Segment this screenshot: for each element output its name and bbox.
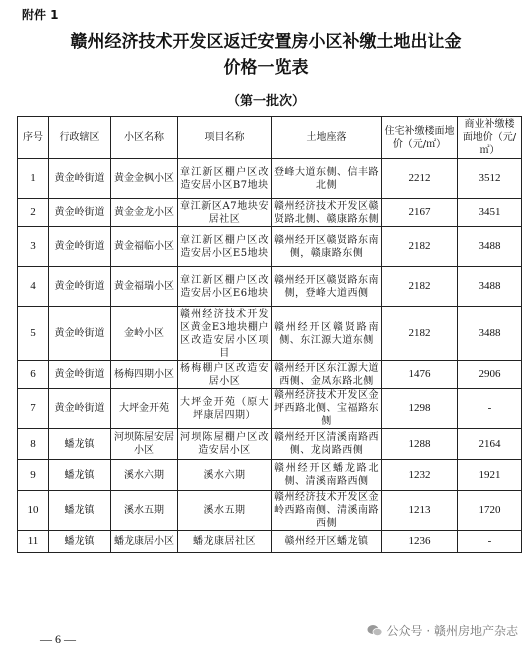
cell-community: 金岭小区 bbox=[111, 307, 178, 361]
table-row bbox=[18, 361, 522, 389]
cell-project: 章江新区A7地块安居社区 bbox=[178, 199, 272, 227]
table-header-row bbox=[18, 117, 522, 159]
attachment-label: 附件 1 bbox=[22, 8, 59, 22]
cell-district: 黄金岭街道 bbox=[49, 159, 111, 199]
header-commercial-price: 商业补缴楼面地价（元/㎡） bbox=[458, 117, 522, 159]
table-row bbox=[18, 531, 522, 553]
header-district: 行政辖区 bbox=[49, 117, 111, 159]
cell-project: 章江新区棚户区改造安居小区E6地块 bbox=[178, 267, 272, 307]
table-row bbox=[18, 267, 522, 307]
cell-residential-price: 1298 bbox=[382, 389, 458, 429]
cell-project: 章江新区棚户区改造安居小区E5地块 bbox=[178, 227, 272, 267]
cell-community: 蟠龙康居小区 bbox=[111, 531, 178, 553]
cell-commercial-price: 3488 bbox=[458, 227, 522, 267]
cell-seq: 8 bbox=[18, 429, 49, 460]
cell-project: 溪水六期 bbox=[178, 460, 272, 491]
cell-residential-price: 2167 bbox=[382, 199, 458, 227]
cell-seq: 3 bbox=[18, 227, 49, 267]
cell-commercial-price: 3512 bbox=[458, 159, 522, 199]
cell-residential-price: 1236 bbox=[382, 531, 458, 553]
cell-district: 黄金岭街道 bbox=[49, 267, 111, 307]
cell-community: 黄金福临小区 bbox=[111, 227, 178, 267]
header-location: 土地座落 bbox=[272, 117, 382, 159]
cell-seq: 1 bbox=[18, 159, 49, 199]
cell-commercial-price: 3451 bbox=[458, 199, 522, 227]
cell-residential-price: 2182 bbox=[382, 227, 458, 267]
cell-location: 赣州经济技术开发区金坪西路北侧、宝福路东侧 bbox=[272, 389, 382, 429]
cell-project: 大坪金开苑（原大坪康居四期） bbox=[178, 389, 272, 429]
cell-commercial-price: 3488 bbox=[458, 307, 522, 361]
header-community: 小区名称 bbox=[111, 117, 178, 159]
cell-district: 蟠龙镇 bbox=[49, 491, 111, 531]
header-residential-price: 住宅补缴楼面地价（元/㎡） bbox=[382, 117, 458, 159]
cell-seq: 2 bbox=[18, 199, 49, 227]
price-table bbox=[17, 116, 522, 553]
cell-location: 赣州经开区赣贤路南侧、东江源大道东侧 bbox=[272, 307, 382, 361]
table-row bbox=[18, 460, 522, 491]
table-row bbox=[18, 491, 522, 531]
table-row bbox=[18, 389, 522, 429]
cell-district: 黄金岭街道 bbox=[49, 389, 111, 429]
page-number: — 6 — bbox=[40, 632, 76, 646]
cell-community: 黄金金枫小区 bbox=[111, 159, 178, 199]
cell-commercial-price: 2164 bbox=[458, 429, 522, 460]
cell-district: 黄金岭街道 bbox=[49, 227, 111, 267]
table-row bbox=[18, 307, 522, 361]
cell-seq: 4 bbox=[18, 267, 49, 307]
batch-label: （第一批次） bbox=[226, 94, 305, 109]
document-title-line2: 价格一览表 bbox=[223, 58, 309, 78]
watermark bbox=[367, 622, 518, 639]
cell-community: 河坝陈屋安居小区 bbox=[111, 429, 178, 460]
cell-district: 蟠龙镇 bbox=[49, 460, 111, 491]
cell-commercial-price: 1921 bbox=[458, 460, 522, 491]
cell-community: 溪水六期 bbox=[111, 460, 178, 491]
cell-community: 大坪金开苑 bbox=[111, 389, 178, 429]
cell-commercial-price: 2906 bbox=[458, 361, 522, 389]
cell-location: 赣州经开区蟠龙路北侧、清溪南路西侧 bbox=[272, 460, 382, 491]
table-row bbox=[18, 429, 522, 460]
table-row bbox=[18, 227, 522, 267]
cell-residential-price: 1476 bbox=[382, 361, 458, 389]
cell-residential-price: 1213 bbox=[382, 491, 458, 531]
cell-commercial-price: - bbox=[458, 531, 522, 553]
cell-seq: 7 bbox=[18, 389, 49, 429]
header-project: 项目名称 bbox=[178, 117, 272, 159]
cell-project: 河坝陈屋棚户区改造安居小区 bbox=[178, 429, 272, 460]
table-row bbox=[18, 159, 522, 199]
cell-location: 赣州经济技术开发区赣贤路北侧、赣康路东侧 bbox=[272, 199, 382, 227]
cell-location: 赣州经开区赣贤路东南侧，登峰大道西侧 bbox=[272, 267, 382, 307]
cell-residential-price: 1288 bbox=[382, 429, 458, 460]
cell-community: 黄金金龙小区 bbox=[111, 199, 178, 227]
cell-district: 黄金岭街道 bbox=[49, 199, 111, 227]
cell-location: 赣州经开区蟠龙镇 bbox=[272, 531, 382, 553]
cell-project: 赣州经济技术开发区黄金E3地块棚户区改造安居小区项目 bbox=[178, 307, 272, 361]
cell-community: 溪水五期 bbox=[111, 491, 178, 531]
wechat-icon bbox=[367, 624, 383, 637]
cell-community: 黄金福瑞小区 bbox=[111, 267, 178, 307]
cell-location: 赣州经开区清溪南路西侧、龙岗路西侧 bbox=[272, 429, 382, 460]
cell-community: 杨梅四期小区 bbox=[111, 361, 178, 389]
cell-seq: 5 bbox=[18, 307, 49, 361]
cell-district: 黄金岭街道 bbox=[49, 361, 111, 389]
cell-district: 黄金岭街道 bbox=[49, 307, 111, 361]
cell-commercial-price: - bbox=[458, 389, 522, 429]
cell-location: 赣州经开区赣贤路东南侧，赣康路东侧 bbox=[272, 227, 382, 267]
cell-residential-price: 2182 bbox=[382, 307, 458, 361]
header-seq: 序号 bbox=[18, 117, 49, 159]
cell-location: 登峰大道东侧、信丰路北侧 bbox=[272, 159, 382, 199]
cell-project: 蟠龙康居社区 bbox=[178, 531, 272, 553]
cell-project: 章江新区棚户区改造安居小区B7地块 bbox=[178, 159, 272, 199]
cell-commercial-price: 1720 bbox=[458, 491, 522, 531]
cell-residential-price: 2182 bbox=[382, 267, 458, 307]
cell-seq: 9 bbox=[18, 460, 49, 491]
table-row bbox=[18, 199, 522, 227]
document-title: 赣州经济技术开发区返迁安置房小区补缴土地出让金 bbox=[70, 32, 462, 52]
cell-seq: 6 bbox=[18, 361, 49, 389]
watermark-text: 公众号 · 赣州房地产杂志 bbox=[386, 624, 518, 638]
cell-seq: 10 bbox=[18, 491, 49, 531]
cell-project: 溪水五期 bbox=[178, 491, 272, 531]
cell-location: 赣州经济技术开发区金岭西路南侧、清溪南路西侧 bbox=[272, 491, 382, 531]
cell-commercial-price: 3488 bbox=[458, 267, 522, 307]
cell-residential-price: 2212 bbox=[382, 159, 458, 199]
cell-project: 杨梅棚户区改造安居小区 bbox=[178, 361, 272, 389]
cell-location: 赣州经开区东江源大道西侧、金凤东路北侧 bbox=[272, 361, 382, 389]
cell-district: 蟠龙镇 bbox=[49, 429, 111, 460]
cell-seq: 11 bbox=[18, 531, 49, 553]
cell-residential-price: 1232 bbox=[382, 460, 458, 491]
cell-district: 蟠龙镇 bbox=[49, 531, 111, 553]
